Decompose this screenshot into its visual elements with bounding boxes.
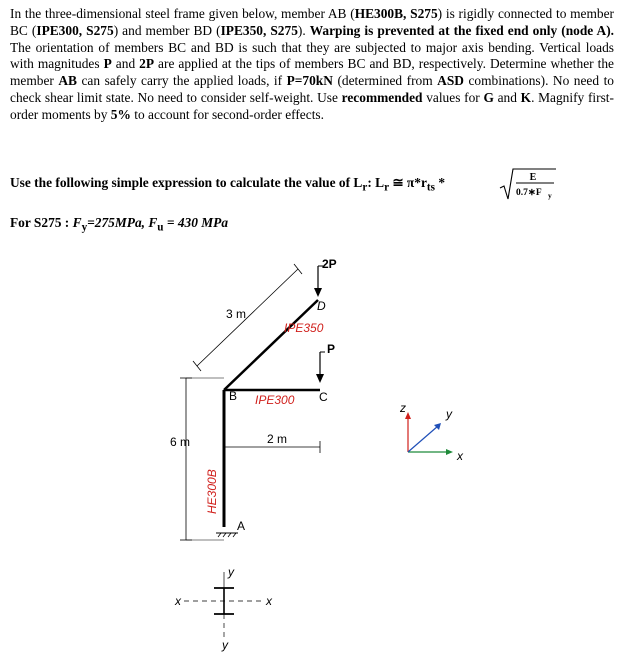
- dim-2m-label: 2 m: [267, 432, 288, 446]
- section-y-bottom-label: y: [222, 638, 228, 652]
- fraction-numerator: E: [529, 172, 537, 183]
- section-bc-label: IPE300: [255, 393, 295, 407]
- dim-3m-line: [197, 269, 298, 366]
- section-y-top-label: y: [228, 565, 234, 579]
- fraction-denominator-sub: y: [548, 191, 552, 200]
- node-c-label: C: [319, 390, 328, 404]
- node-d-label: D: [317, 299, 326, 313]
- cross-section-symbol: [184, 572, 264, 640]
- node-a-label: A: [237, 519, 246, 533]
- fraction-denominator: 0.7∗F: [516, 188, 542, 198]
- node-b-label: B: [229, 389, 238, 403]
- section-x-left-label: x: [175, 594, 181, 608]
- lr-formula: Use the following simple expression to calculate the value of $L_r$: $L_r$ ≅ $\pi*r_{ts}$ *: [10, 175, 446, 194]
- axis-x-label: x: [457, 449, 463, 463]
- axis-z-label: z: [400, 401, 406, 415]
- load-p-label: P: [327, 342, 336, 356]
- steel-properties: For S275 : $F_y=275MPa$, $F_u = 430$ MPa: [10, 215, 229, 234]
- load-2p-label: 2P: [322, 257, 337, 271]
- dim-6m-label: 6 m: [170, 435, 191, 449]
- section-ab-label: HE300B: [205, 469, 219, 514]
- axis-y-label: y: [446, 407, 452, 421]
- section-x-right-label: x: [266, 594, 272, 608]
- problem-statement: In the three-dimensional steel frame given below, member AB (HE300B, S275) is rigidly connected to member BC (IPE300, S275) and member BD (IPE350, S275). Warping is prevented at the fixed end only (node A). The orientation of members BC and BD is such that they are subjected to major axis bending. Vertical loads with magnitudes P and 2P are applied at the tips of members BC and BD, respectively. Determine whether the member AB can safely carry the applied loads, if P=70kN (determined from ASD combinations). No need to check shear limit state. No need to consider self-weight. Use recommended values for G and K. Magnify first-order moments by 5% to account for second-order effects.: [10, 6, 614, 122]
- axis-y: [408, 426, 438, 452]
- section-bd-label: IPE350: [284, 321, 324, 335]
- dim-3m-label: 3 m: [226, 307, 247, 321]
